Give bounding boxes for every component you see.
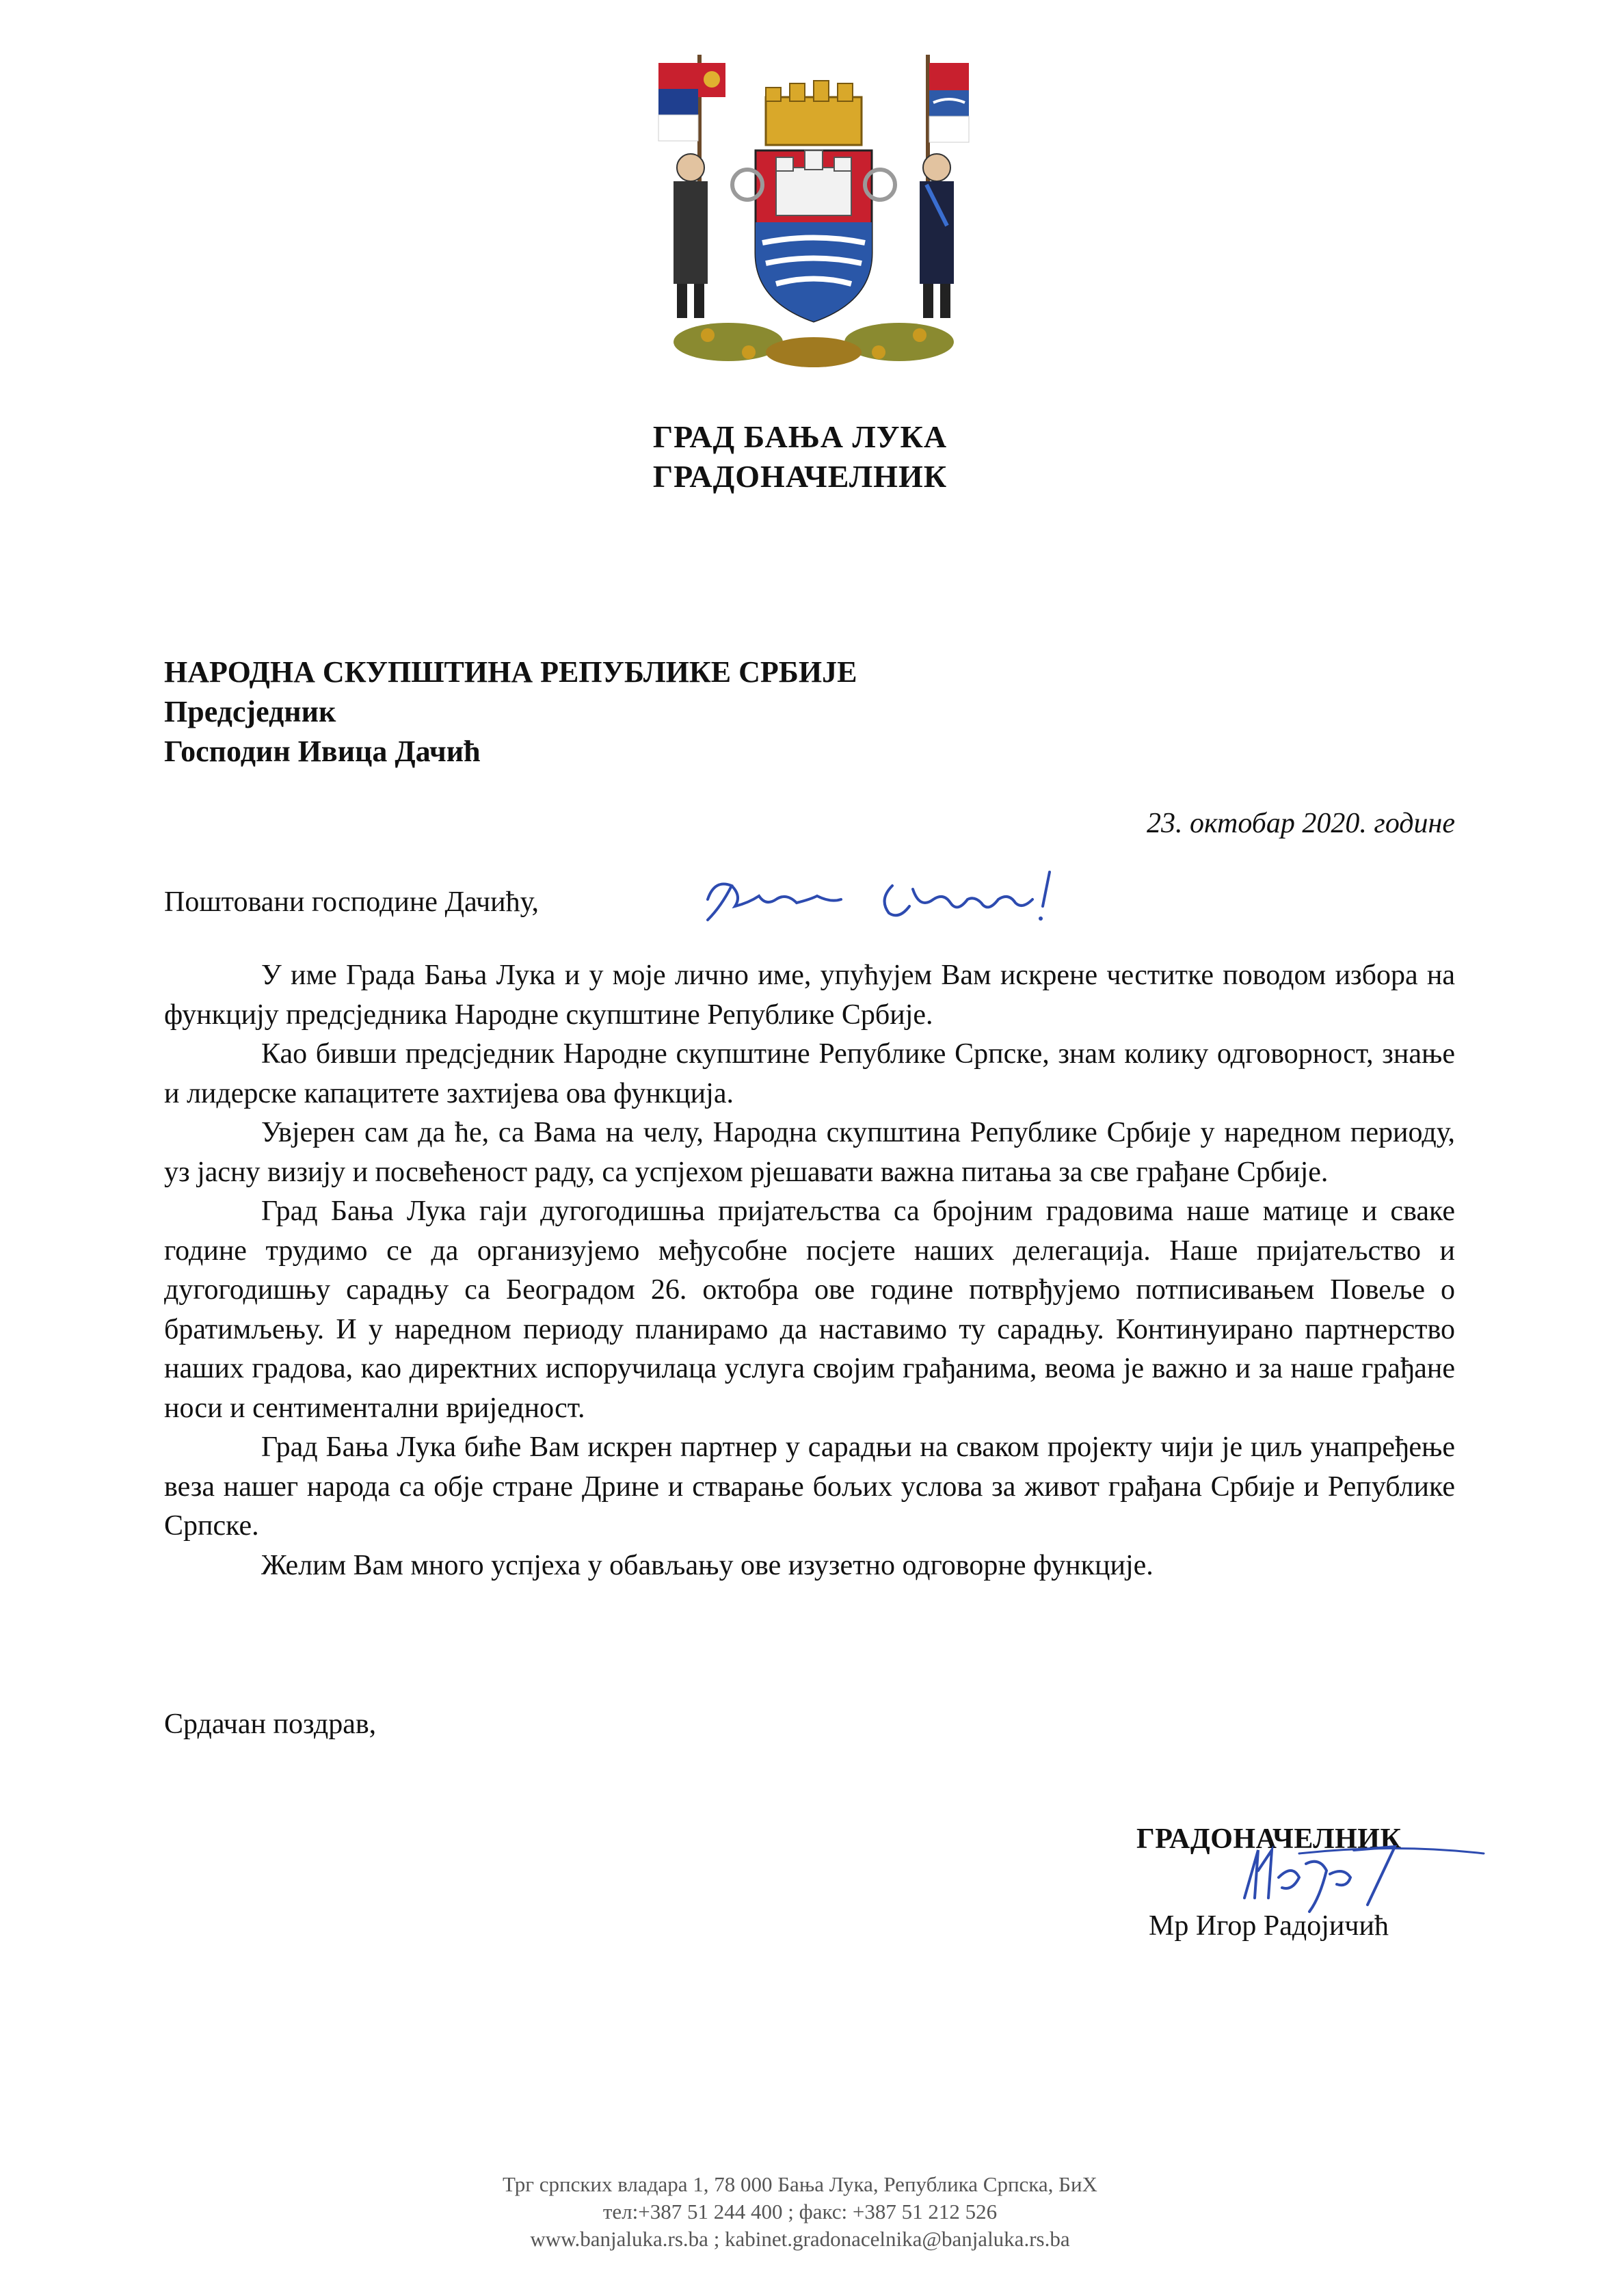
closing: Срдачан поздрав, — [164, 1708, 377, 1740]
letter-body — [164, 956, 1455, 1585]
body-paragraph: Увјерен сам да ће, са Вама на челу, Народна скупштина Републике Србије у наредном периоду, уз јасну визију и посвећеност раду, са успјехом рјешавати важна питања за све грађане Србије. — [164, 1117, 1455, 1188]
recipient-institution: НАРОДНА СКУПШТИНА РЕПУБЛИКЕ СРБИЈЕ — [164, 655, 857, 689]
recipient-role: Предсједник — [164, 695, 336, 728]
signature-name: Мр Игор Радојичић — [1149, 1910, 1389, 1942]
header-city: ГРАД БАЊА ЛУКА — [652, 419, 948, 454]
coat-of-arms-icon — [653, 48, 974, 376]
body-paragraph: Желим Вам много успјеха у обављању ове изузетно одговорне функције. — [261, 1549, 1154, 1581]
salutation: Поштовани господине Дачићу, — [164, 886, 539, 918]
body-paragraph: Као бивши предсједник Народне скупштине Републике Српске, знам колику одговорност, знање и лидерске капацитете захтијева ова функција. — [164, 1038, 1455, 1109]
footer-phone: тел:+387 51 244 400 ; факс: +387 51 212 526 — [602, 2200, 998, 2224]
body-paragraph: Град Бања Лука гаји дугогодишња пријатељства са бројним градовима наше матице и сваке године трудимо се да организујемо међусобне посјете наших делегација. Наше пријатељство и дугогодишњу сарадњу са Београдом 26. октобра ове године потврђујемо потписивањем Повеље о братимљењу. И у наредном периоду планирамо да наставимо ту сарадњу. Континуирано партнерство наших градова, као директних испоручилаца услуга својим грађанима, веома је важно и за наше грађане носи и сентиментални вриједност. — [164, 1196, 1455, 1424]
signature-title: ГРАДОНАЧЕЛНИК — [1136, 1823, 1402, 1855]
footer-web: www.banjaluka.rs.ba ; kabinet.gradonacelnika@banjaluka.rs.ba — [530, 2227, 1070, 2251]
recipient-name: Господин Ивица Дачић — [164, 735, 481, 768]
footer-address: Трг српских владара 1, 78 000 Бања Лука, Република Српска, БиХ — [503, 2172, 1097, 2196]
body-paragraph: У име Града Бања Лука и у моје лично име, упућујем Вам искрене честитке поводом избора на функцију предсједника Народне скупштине Републике Србије. — [164, 960, 1455, 1031]
body-paragraph: Град Бања Лука биће Вам искрен партнер у сарадњи на сваком пројекту чији је циљ унапређење веза нашег народа са обје стране Дрине и стварање бољих услова за живот грађана Србије и Републике Српске. — [164, 1431, 1455, 1542]
header-office: ГРАДОНАЧЕЛНИК — [652, 459, 948, 494]
handwritten-note-icon — [694, 858, 1063, 934]
letter-date: 23. октобар 2020. године — [1146, 808, 1455, 839]
